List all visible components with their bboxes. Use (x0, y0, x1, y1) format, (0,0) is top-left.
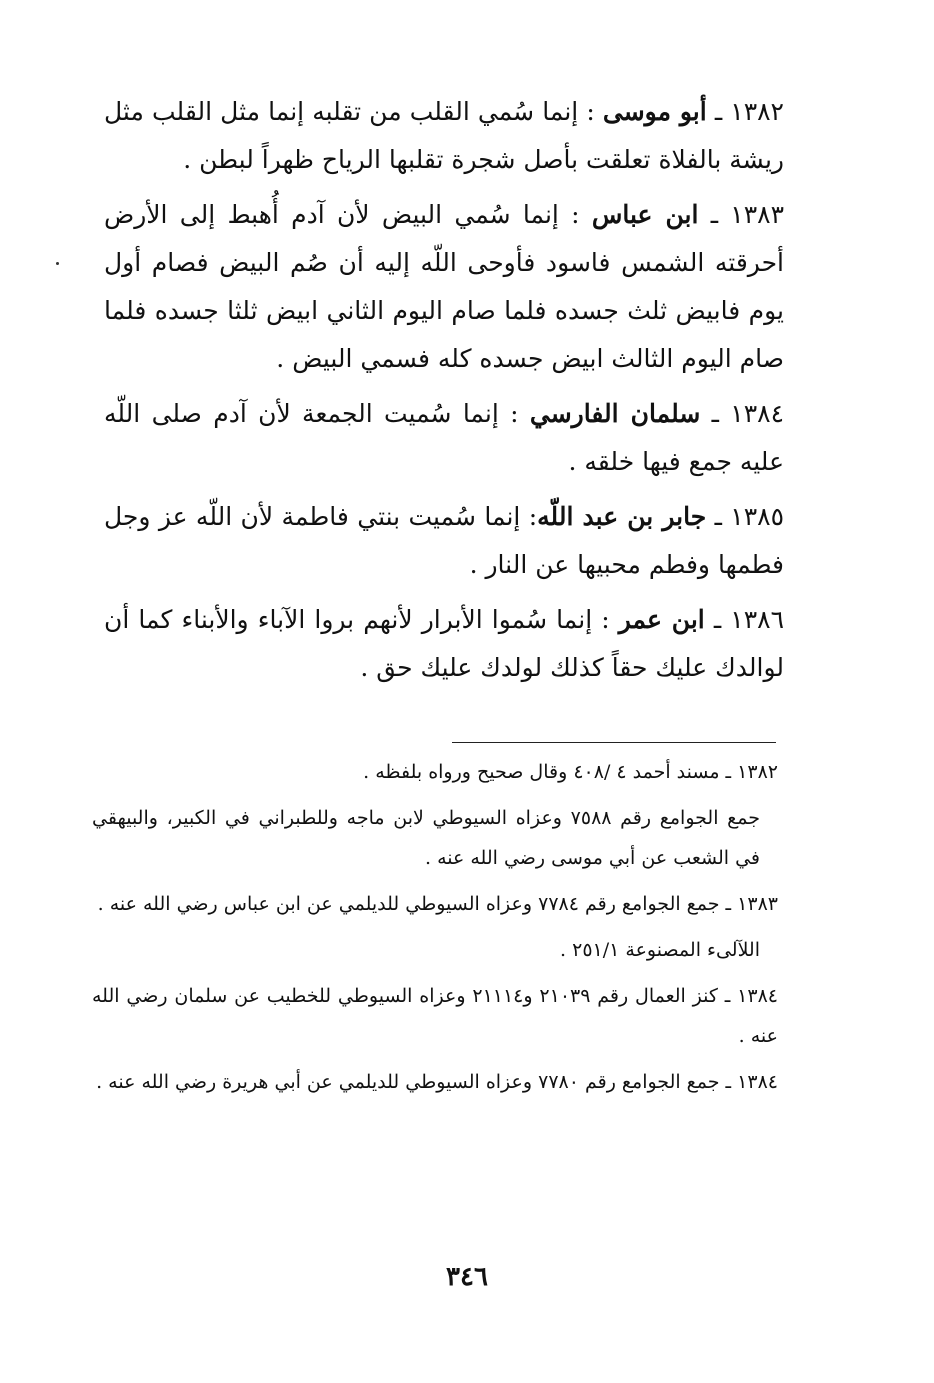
entry-text: : إنما سُموا الأبرار لأنهم بروا الآباء والأبناء كما أن لوالدك عليك حقاً كذلك لولدك عليك حق . (104, 605, 784, 682)
entry-text: : إنما سُميت الجمعة لأن آدم صلى اللّه عليه جمع فيها خلقه . (104, 399, 784, 476)
entry-number: ١٣٨٥ ـ (714, 502, 785, 531)
page-number: ٣٤٦ (446, 1262, 488, 1292)
entry-number: ١٣٨٤ ـ (711, 399, 784, 428)
entry-1384 (104, 390, 784, 486)
footnote: ١٣٨٤ ـ جمع الجوامع رقم ٧٧٨٠ وعزاه السيوطي للديلمي عن أبي هريرة رضي الله عنه . (96, 1071, 778, 1093)
entry-number: ١٣٨٦ ـ (713, 605, 784, 634)
footnotes (92, 752, 778, 1108)
entry-1386 (104, 596, 784, 692)
footnote-divider (452, 742, 776, 743)
entry-1383 (104, 191, 784, 383)
entry-text: : إنما سُميت بنتي فاطمة لأن اللّه عز وجل فطمها وفطم محبيها عن النار . (104, 502, 784, 579)
entry-number: ١٣٨٣ ـ (710, 200, 785, 229)
narrator-name: جابر بن عبد اللّه (537, 502, 707, 531)
entry-1382 (104, 88, 784, 184)
main-text (104, 88, 784, 699)
entry-1385 (104, 493, 784, 589)
ink-speck (56, 262, 59, 265)
entry-text: : إنما سُمي القلب من تقلبه إنما مثل القلب مثل ريشة بالفلاة تعلقت بأصل شجرة تقلبها الرياح ظهراً لبطن . (104, 97, 784, 174)
entry-number: ١٣٨٢ ـ (714, 97, 784, 126)
footnote: ١٣٨٣ ـ جمع الجوامع رقم ٧٧٨٤ وعزاه السيوطي للديلمي عن ابن عباس رضي الله عنه . (97, 893, 778, 915)
narrator-name: ابن عمر (618, 605, 705, 634)
narrator-name: ابن عباس (591, 200, 699, 229)
footnote: ١٣٨٤ ـ كنز العمال رقم ٢١٠٣٩ و٢١١١٤ وعزاه السيوطي للخطيب عن سلمان رضي الله عنه . (92, 985, 778, 1047)
footnote: ١٣٨٢ ـ مسند أحمد ٤ /٤٠٨ وقال صحيح ورواه بلفظه . (363, 761, 778, 783)
footnote: اللآلىء المصنوعة ٢٥١/١ . (560, 939, 760, 961)
footnote: جمع الجوامع رقم ٧٥٨٨ وعزاه السيوطي لابن ماجه وللطبراني في الكبير، والبيهقي في الشعب عن أبي موسى رضي الله عنه . (92, 807, 760, 869)
narrator-name: سلمان الفارسي (529, 399, 701, 428)
narrator-name: أبو موسى (602, 97, 707, 126)
entry-text: : إنما سُمي البيض لأن آدم أُهبط إلى الأرض أحرقته الشمس فاسود فأوحى اللّه إليه أن صُم البيض فصام أول يوم فابيض ثلث جسده فلما صام اليوم الثاني ابيض ثلثا جسده فلما صام اليوم الثالث ابيض جسده كله فسمي البيض . (104, 200, 784, 373)
